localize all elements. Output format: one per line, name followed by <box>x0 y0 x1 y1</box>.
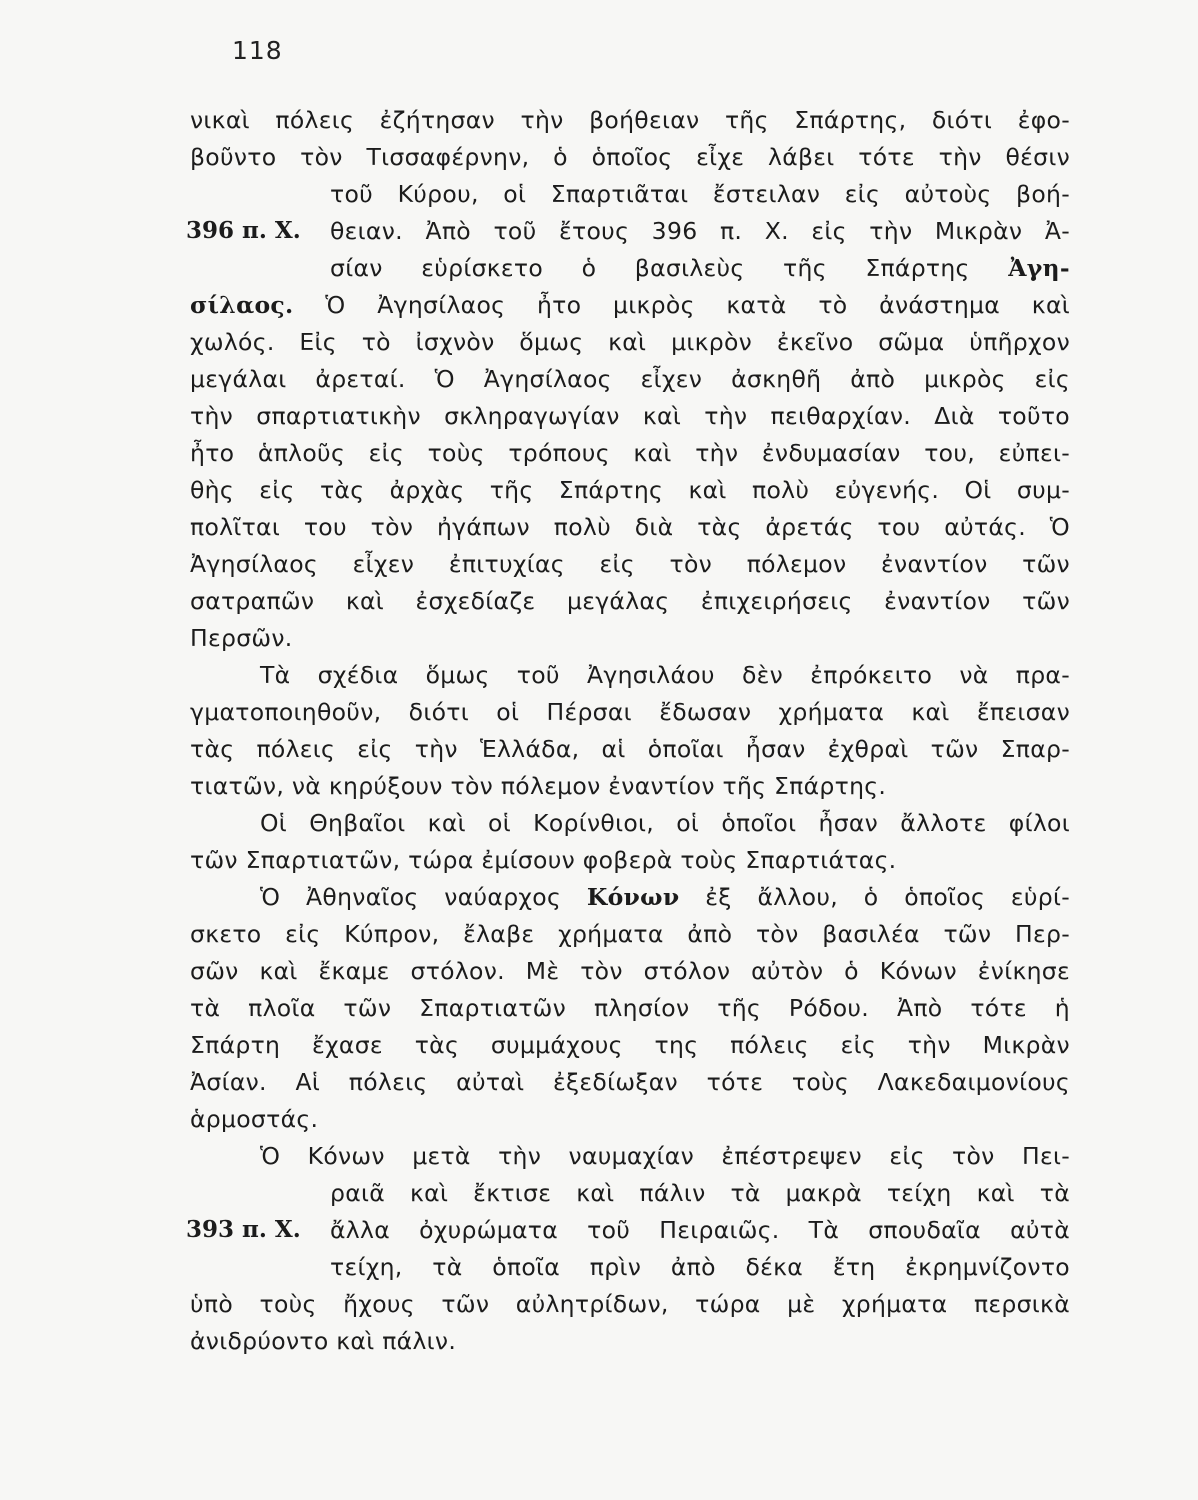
page-number: 118 <box>232 36 283 65</box>
text-line: ἦτο ἁπλοῦς εἰς τοὺς τρόπους καὶ τὴν ἐνδυμασίαν του, εὐπει- <box>190 439 1070 467</box>
text-fragment: σίαν εὑρίσκετο ὁ βασιλεὺς τῆς Σπάρτης <box>330 254 970 282</box>
text-line: θὴς εἰς τὰς ἀρχὰς τῆς Σπάρτης καὶ πολὺ εὐγενής. Οἱ συμ- <box>190 476 1070 504</box>
text-line: τιατῶν, νὰ κηρύξουν τὸν πόλεμον ἐναντίον τῆς Σπάρτης. <box>190 772 887 800</box>
text-line: τὴν σπαρτιατικὴν σκληραγωγίαν καὶ τὴν πειθαρχίαν. Διὰ τοῦτο <box>190 402 1070 430</box>
text-line <box>330 252 1070 284</box>
text-line: Περσῶν. <box>190 624 293 652</box>
text-line <box>190 289 1070 321</box>
text-line: Τὰ σχέδια ὅμως τοῦ Ἀγησιλάου δὲν ἐπρόκειτο νὰ πρα- <box>260 661 1070 689</box>
text-line: ραιᾶ καὶ ἔκτισε καὶ πάλιν τὰ μακρὰ τείχη καὶ τὰ <box>330 1179 1070 1207</box>
text-line: πολῖται του τὸν ἠγάπων πολὺ διὰ τὰς ἀρετάς του αὐτάς. Ὁ <box>190 513 1070 541</box>
text-line: μεγάλαι ἀρεταί. Ὁ Ἀγησίλαος εἶχεν ἀσκηθῆ ἀπὸ μικρὸς εἰς <box>190 365 1070 393</box>
bold-name-agesilaos: Ἀγη- <box>1008 254 1070 282</box>
text-line: Σπάρτη ἔχασε τὰς συμμάχους της πόλεις εἰς τὴν Μικρὰν <box>190 1031 1070 1059</box>
margin-date-393: 393 π. Χ. <box>186 1216 301 1243</box>
text-line: τείχη, τὰ ὁποῖα πρὶν ἀπὸ δέκα ἔτη ἐκρημνίζοντο <box>330 1253 1070 1281</box>
bold-name-agesilaos: σίλαος. <box>190 291 294 319</box>
text-line: βοῦντο τὸν Τισσαφέρνην, ὁ ὁποῖος εἶχε λάβει τότε τὴν θέσιν <box>190 143 1070 171</box>
text-line: ἀνιδρύοντο καὶ πάλιν. <box>190 1327 457 1355</box>
text-line: τοῦ Κύρου, οἱ Σπαρτιᾶται ἔστειλαν εἰς αὐτοὺς βοή- <box>330 180 1070 208</box>
text-line: τῶν Σπαρτιατῶν, τώρα ἐμίσουν φοβερὰ τοὺς Σπαρτιάτας. <box>190 846 897 874</box>
text-line: τὰς πόλεις εἰς τὴν Ἑλλάδα, αἱ ὁποῖαι ἦσαν ἐχθραὶ τῶν Σπαρ- <box>190 735 1070 763</box>
text-line: ὑπὸ τοὺς ἤχους τῶν αὐλητρίδων, τώρα μὲ χρήματα περσικὰ <box>190 1290 1070 1318</box>
text-line: τὰ πλοῖα τῶν Σπαρτιατῶν πλησίον τῆς Ρόδου. Ἀπὸ τότε ἡ <box>190 994 1070 1022</box>
text-line: νικαὶ πόλεις ἐζήτησαν τὴν βοήθειαν τῆς Σπάρτης, διότι ἐφο- <box>190 106 1070 134</box>
text-line: χωλός. Εἰς τὸ ἰσχνὸν ὅμως καὶ μικρὸν ἐκεῖνο σῶμα ὑπῆρχον <box>190 328 1070 356</box>
bold-name-konon: Κόνων <box>586 883 680 911</box>
text-line: ἄλλα ὀχυρώματα τοῦ Πειραιῶς. Τὰ σπουδαῖα αὐτὰ <box>330 1216 1070 1244</box>
text-line: Οἱ Θηβαῖοι καὶ οἱ Κορίνθιοι, οἱ ὁποῖοι ἦσαν ἄλλοτε φίλοι <box>260 809 1070 837</box>
text-line <box>260 881 1070 913</box>
text-line: θειαν. Ἀπὸ τοῦ ἔτους 396 π. Χ. εἰς τὴν Μικρὰν Ἀ- <box>330 217 1070 245</box>
text-fragment: Ὁ Ἀθηναῖος ναύαρχος <box>260 883 562 911</box>
text-line: ἁρμοστάς. <box>190 1105 319 1133</box>
text-line: Ἀσίαν. Αἱ πόλεις αὐταὶ ἐξεδίωξαν τότε τοὺς Λακεδαιμονίους <box>190 1068 1070 1096</box>
margin-date-396: 396 π. Χ. <box>186 217 301 244</box>
text-line: Ἀγησίλαος εἶχεν ἐπιτυχίας εἰς τὸν πόλεμον ἐναντίον τῶν <box>190 550 1070 578</box>
text-line: σκετο εἰς Κύπρον, ἔλαβε χρήματα ἀπὸ τὸν βασιλέα τῶν Περ- <box>190 920 1070 948</box>
text-fragment: ἐξ ἄλλου, ὁ ὁποῖος εὑρί- <box>705 883 1070 911</box>
text-line: σατραπῶν καὶ ἐσχεδίαζε μεγάλας ἐπιχειρήσεις ἐναντίον τῶν <box>190 587 1070 615</box>
text-line: σῶν καὶ ἔκαμε στόλον. Μὲ τὸν στόλον αὐτὸν ὁ Κόνων ἐνίκησε <box>190 957 1070 985</box>
text-line: Ὁ Κόνων μετὰ τὴν ναυμαχίαν ἐπέστρεψεν εἰς τὸν Πει- <box>260 1142 1070 1170</box>
text-fragment: Ὁ Ἀγησίλαος ἦτο μικρὸς κατὰ τὸ ἀνάστημα καὶ <box>325 291 1070 319</box>
text-line: γματοποιηθοῦν, διότι οἱ Πέρσαι ἔδωσαν χρήματα καὶ ἔπεισαν <box>190 698 1070 726</box>
